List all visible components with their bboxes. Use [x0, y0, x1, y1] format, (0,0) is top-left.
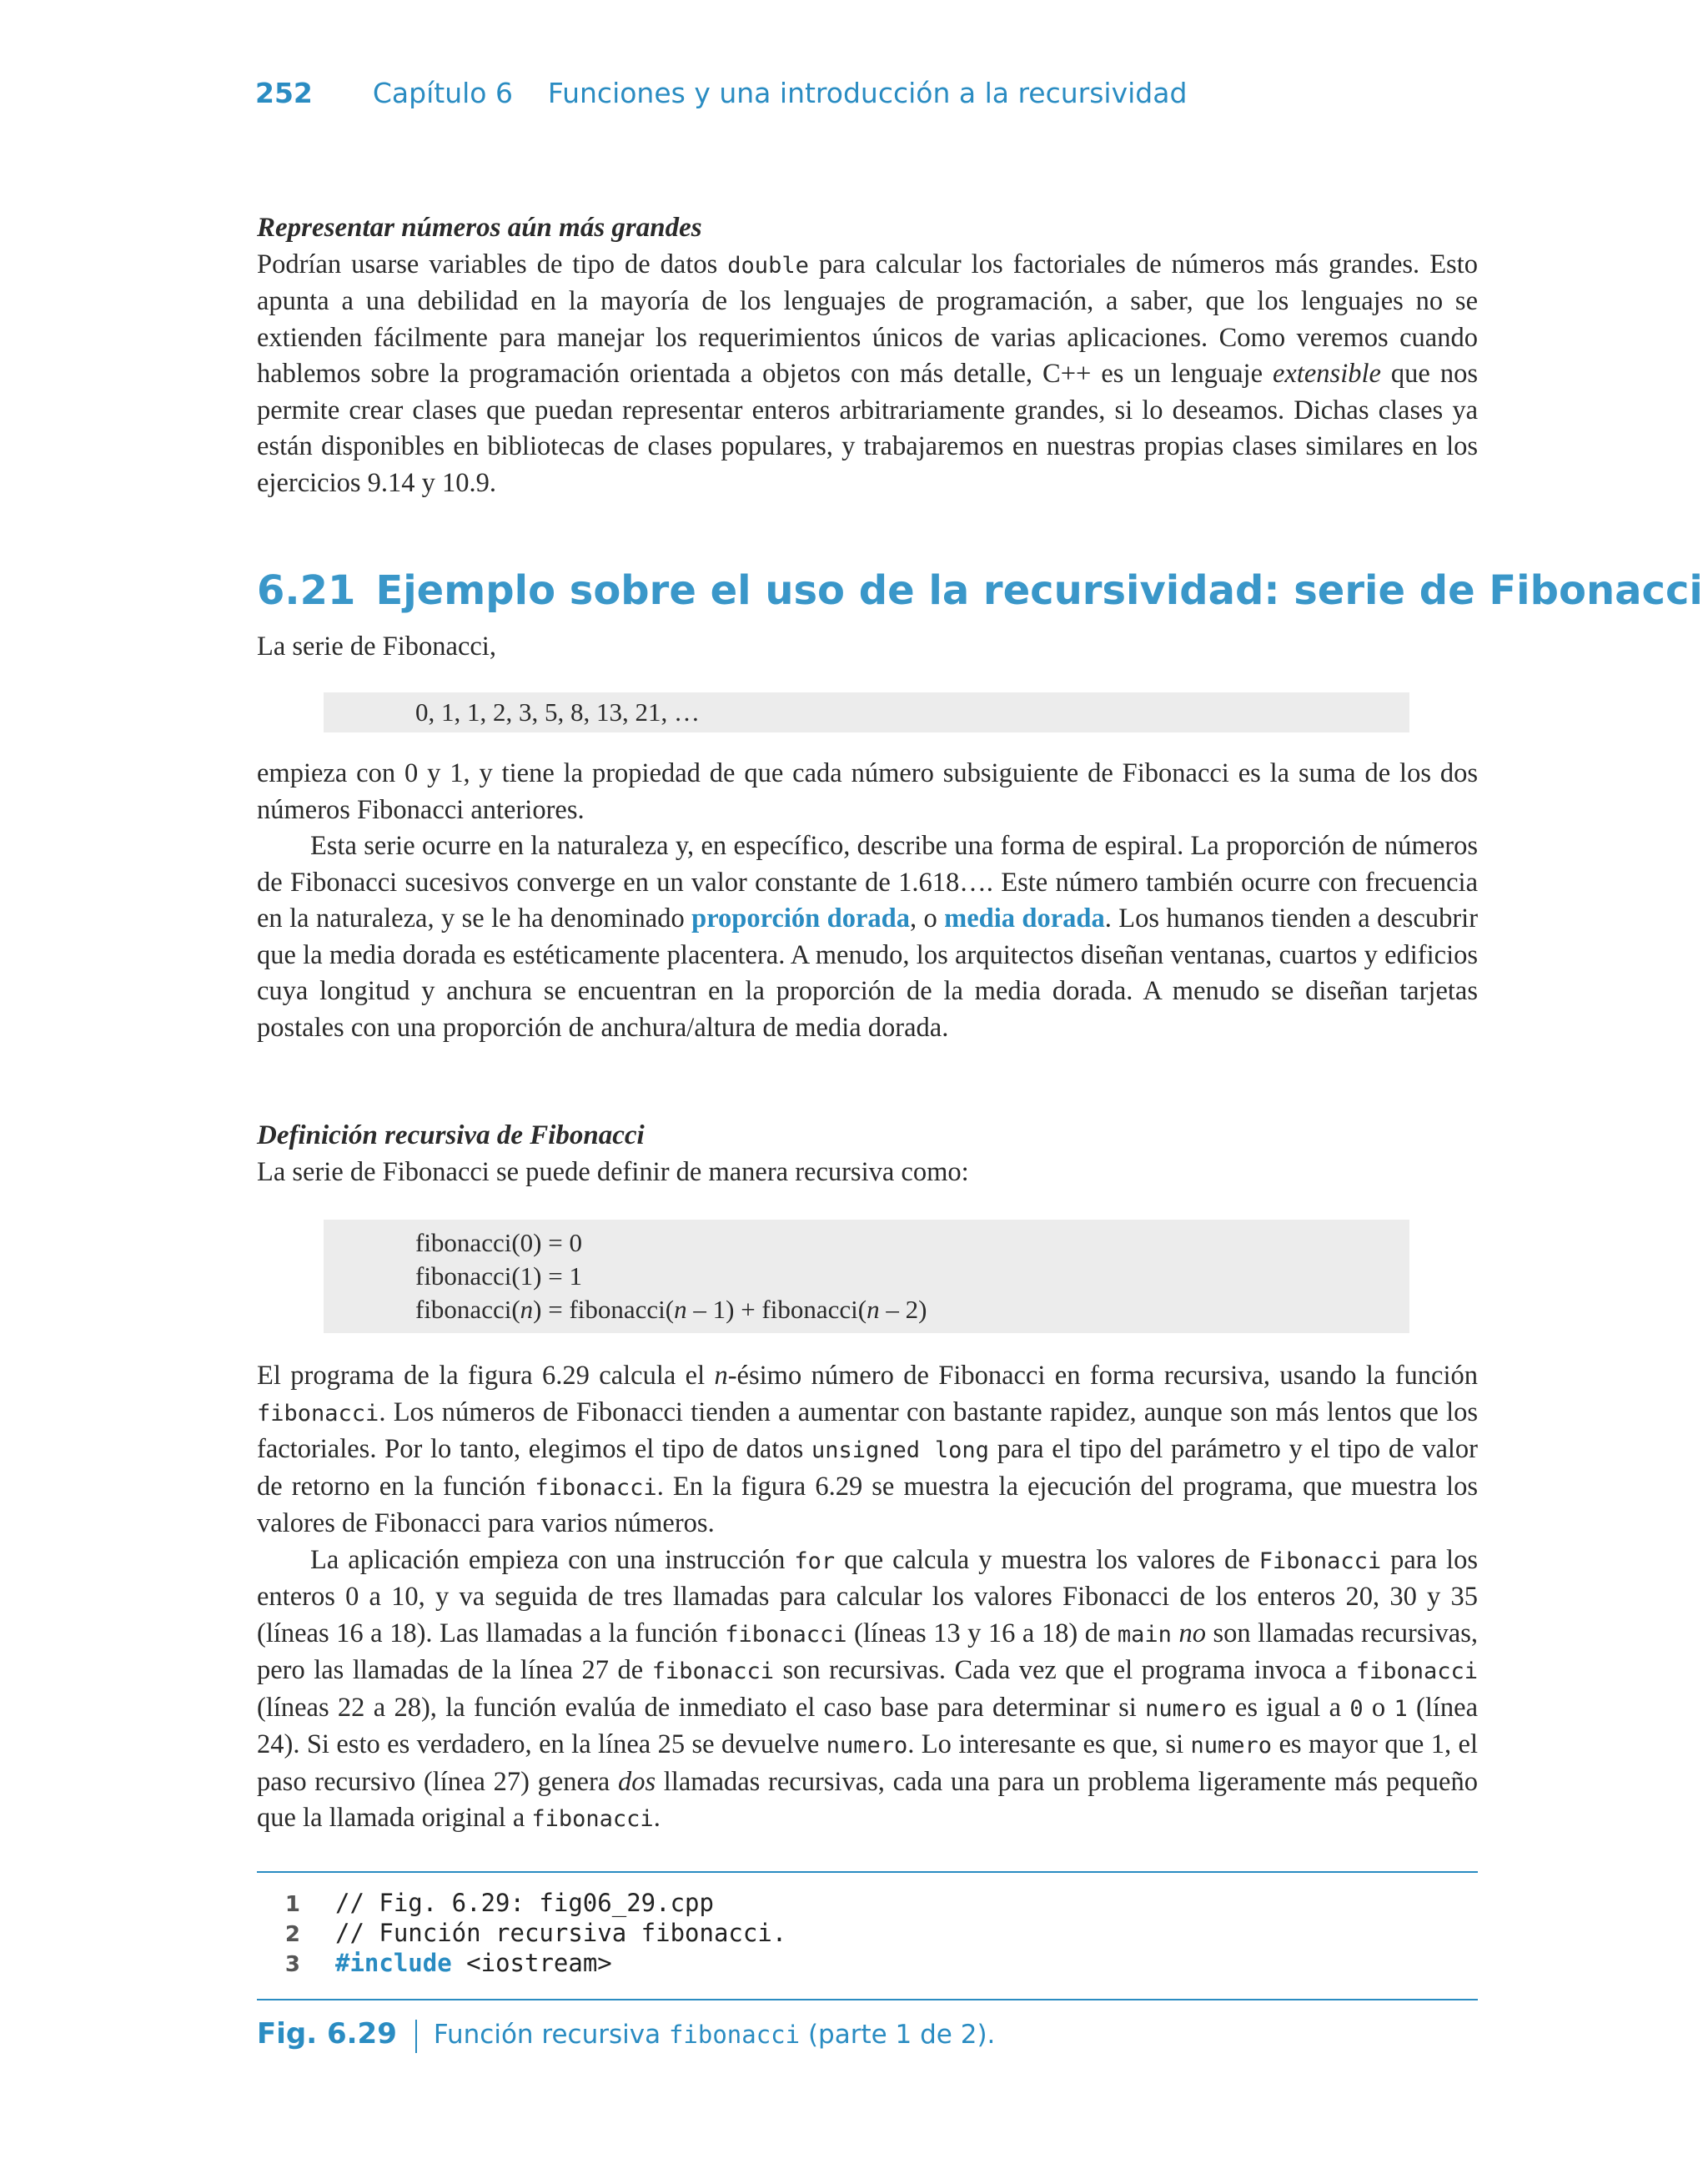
paragraph-property: empieza con 0 y 1, y tiene la propiedad de que cada número subsiguiente de Fibonacci es la suma de los dos números Fibonacci anteriores.: [257, 758, 1478, 825]
term-golden-mean: media dorada: [944, 903, 1105, 933]
paragraph-larger-numbers: Podrían usarse variables de tipo de datos double para calcular los factoriales de números más grandes. Esto apunta a una debilidad en la mayoría de los lenguajes de programación, a saber, que los lenguajes no se extienden fácilmente para manejar los requerimientos únicos de varias aplicaciones. Como veremos cuando hablemos sobre la programación orientada a objetos con más detalle, C++ es un lenguaje extensible que nos permite crear clases que puedan representar enteros arbitrariamente grandes, si lo deseamos. Dichas clases ya están disponibles en bibliotecas de clases populares, y trabajaremos en nuestras propias clases similares en los ejercicios 9.14 y 10.9.: [257, 249, 1478, 498]
listing-bottom-rule: [257, 1999, 1478, 2000]
subheading-larger-numbers: Representar números aún más grandes: [257, 213, 702, 243]
code-text: // Función recursiva fibonacci.: [335, 1919, 787, 1947]
formula-line-2: fibonacci(1) = 1: [415, 1261, 582, 1291]
paragraph-golden: Esta serie ocurre en la naturaleza y, en específico, describe una forma de espiral. La proporción de números de Fibonacci sucesivos converge en un valor constante de 1.618…. Este número también ocurre con frecuencia en la naturaleza, y se le ha denominado proporción dorada, o media dorada. Los humanos tienden a descubrir que la media dorada es estéticamente placentera. A menudo, los arquitectos diseñan ventanas, cuartos y edificios cuya longitud y anchura se encuentran en la proporción de la media dorada. A menudo se diseñan tarjetas postales con una proporción de anchura/altura de media dorada.: [257, 831, 1479, 1043]
line-number: 3: [284, 1952, 300, 1977]
line-number: 2: [284, 1922, 300, 1947]
subheading-recursive-definition: Definición recursiva de Fibonacci: [257, 1120, 645, 1150]
fibonacci-body: [257, 756, 1478, 1046]
section-number: 6.21: [257, 567, 356, 614]
formula-box: [324, 1220, 1409, 1333]
code-text: #include <iostream>: [335, 1949, 612, 1977]
paragraph-figure: El programa de la figura 6.29 calcula el n-ésimo número de Fibonacci en forma recursiva, usando la función fibonacci. Los números de Fibonacci tienden a aumentar con bastante rapidez, aunque son más lentos que los factoriales. Por lo tanto, elegimos el tipo de datos unsigned long para el tipo del parámetro y el tipo de valor de retorno en la función fibonacci. En la figura 6.29 se muestra la ejecución del programa, que muestra los valores de Fibonacci para varios números.: [257, 1361, 1479, 1538]
term-golden-ratio: proporción dorada: [691, 903, 910, 933]
recursive-definition-intro: La serie de Fibonacci se puede definir de manera recursiva como:: [257, 1156, 969, 1187]
series-box: [324, 692, 1409, 732]
code-double: double: [727, 252, 809, 279]
program-description: [257, 1358, 1478, 1838]
formula-line-1: fibonacci(0) = 0: [415, 1228, 582, 1257]
running-header: [255, 77, 1187, 109]
fibonacci-series: 0, 1, 1, 2, 3, 5, 8, 13, 21, …: [415, 697, 700, 727]
formula-line-3: fibonacci(n) = fibonacci(n – 1) + fibonacci(n – 2): [415, 1295, 927, 1324]
code-keyword: #include: [335, 1949, 452, 1977]
fibonacci-intro: [257, 629, 1478, 666]
section-recursive-definition: [257, 1118, 1478, 1190]
line-number: 1: [284, 1892, 300, 1917]
caption-separator: [415, 2020, 417, 2053]
caption-code: fibonacci: [668, 2020, 801, 2049]
figure-caption: Fig. 6.29 Función recursiva fibonacci (parte 1 de 2).: [257, 2017, 995, 2053]
section-title: [257, 567, 1703, 614]
section-larger-numbers: [257, 210, 1478, 501]
chapter-title: Capítulo 6 Funciones y una introducción a la recursividad: [372, 77, 1188, 109]
section-title-text: Ejemplo sobre el uso de la recursividad: serie de Fibonacci: [375, 567, 1703, 614]
paragraph-application: La aplicación empieza con una instrucción for que calcula y muestra los valores de Fibonacci para los enteros 0 a 10, y va seguida de tres llamadas para calcular los valores Fibonacci de los enteros 20, 30 y 35 (líneas 16 a 18). Las llamadas a la función fibonacci (líneas 13 y 16 a 18) de main no son llamadas recursivas, pero las llamadas de la línea 27 de fibonacci son recursivas. Cada vez que el programa invoca a fibonacci (líneas 22 a 28), la función evalúa de inmediato el caso base para determinar si numero es igual a 0 o 1 (línea 24). Si esto es verdadero, en la línea 25 se devuelve numero. Lo interesante es que, si numero es mayor que 1, el paso recursivo (línea 27) genera dos llamadas recursivas, cada una para un problema ligeramente más pequeño que la llamada original a fibonacci.: [257, 1544, 1478, 1833]
code-text: // Fig. 6.29: fig06_29.cpp: [335, 1889, 714, 1917]
listing-top-rule: [257, 1871, 1478, 1873]
em-extensible: extensible: [1273, 359, 1381, 389]
page-number: 252: [255, 77, 313, 109]
figure-label: Fig. 6.29: [257, 2017, 397, 2051]
fibonacci-intro-text: La serie de Fibonacci,: [257, 632, 496, 662]
